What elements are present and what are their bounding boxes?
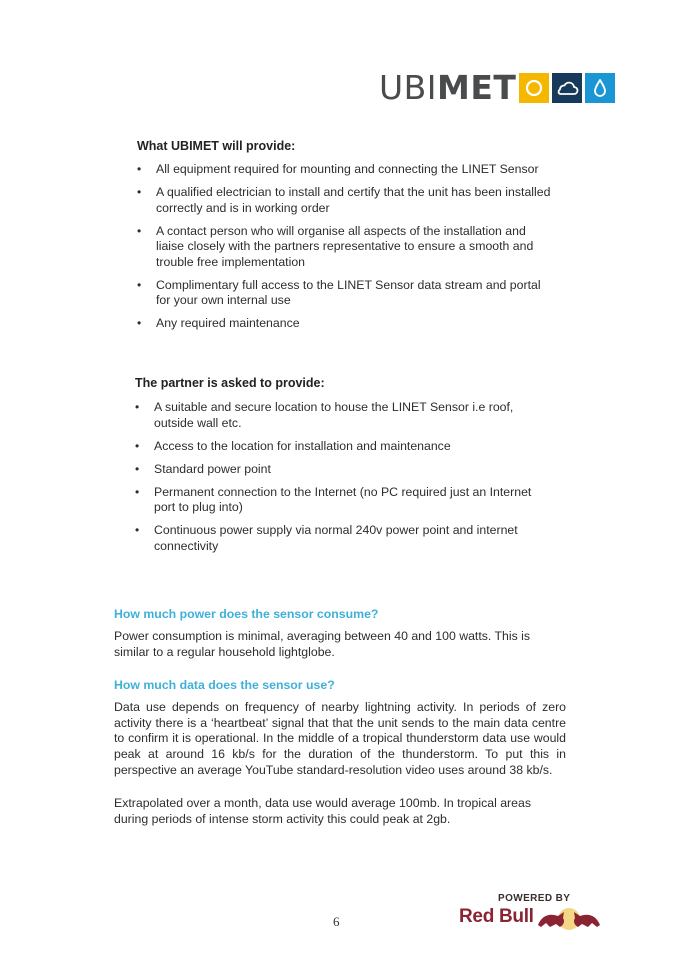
- ubimet-logo: [379, 68, 615, 107]
- faq-answer-data: Data use depends on frequency of nearby lightning activity. In periods of zero activity there is a ‘heartbeat’ signal that that the unit sends to the main data centre to confirm it is operational. In the middle of a tropical thunderstorm data use would peak at around 16 kb/s for the duration of the thunderstorm. To put this in perspective an average YouTube standard-resolution video uses around 38 kb/s.: [114, 700, 566, 777]
- cloud-icon: [552, 73, 582, 103]
- list-item: • Access to the location for installation and maintenance: [135, 439, 555, 455]
- faq-question-data: How much data does the sensor use?: [114, 678, 335, 692]
- list-item: • Complimentary full access to the LINET Sensor data stream and portal for your own internal use: [137, 278, 557, 309]
- logo-text-light: UBI: [379, 68, 438, 107]
- list-item: • A contact person who will organise all aspects of the installation and liaise closely with the partners representative to ensure a smooth and trouble free implementation: [137, 224, 557, 271]
- page-number: 6: [333, 914, 340, 929]
- faq-question-power: How much power does the sensor consume?: [114, 607, 379, 621]
- charging-bulls-icon: [536, 907, 602, 931]
- list-item: • All equipment required for mounting and connecting the LINET Sensor: [137, 162, 557, 178]
- logo-text-bold: MET: [437, 68, 517, 107]
- powered-by-label: POWERED BY: [498, 893, 571, 904]
- list-item: • Any required maintenance: [137, 316, 557, 332]
- list-item: • A suitable and secure location to house the LINET Sensor i.e roof, outside wall etc.: [135, 400, 555, 431]
- faq-answer-power: Power consumption is minimal, averaging between 40 and 100 watts. This is similar to a regular household lightglobe.: [114, 629, 531, 659]
- list-item: • A qualified electrician to install and certify that the unit has been installed correctly and is in working order: [137, 185, 557, 216]
- partner-provides-list: [135, 400, 555, 562]
- ubimet-provides-list: [137, 162, 557, 339]
- faq-answer-data-extrapolated: Extrapolated over a month, data use would average 100mb. In tropical areas during periods of intense storm activity this could peak at 2gb.: [114, 796, 531, 826]
- logo-wordmark: [379, 68, 517, 107]
- sponsor-name: Red Bull: [459, 906, 534, 927]
- partner-provides-heading: The partner is asked to provide:: [135, 376, 325, 390]
- list-item: • Continuous power supply via normal 240v power point and internet connectivity: [135, 523, 555, 554]
- list-item: • Permanent connection to the Internet (no PC required just an Internet port to plug into): [135, 485, 555, 516]
- red-bull-logo: [458, 893, 608, 933]
- sun-icon: [519, 73, 549, 103]
- ubimet-provides-heading: What UBIMET will provide:: [137, 139, 296, 153]
- list-item: • Standard power point: [135, 462, 555, 478]
- water-drop-icon: [585, 73, 615, 103]
